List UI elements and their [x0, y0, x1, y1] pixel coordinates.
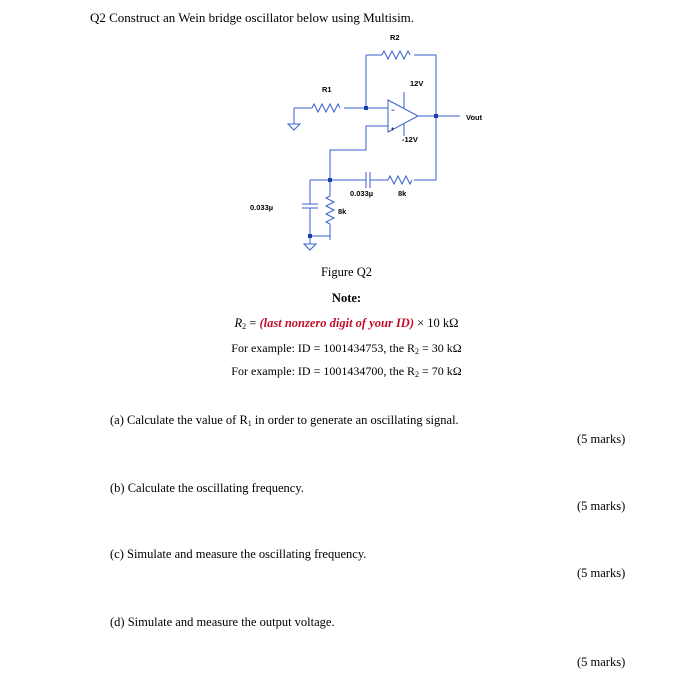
formula-eq: = — [246, 316, 260, 330]
part-d: (d) Simulate and measure the output voltage. — [110, 615, 335, 629]
shunt-resistor — [326, 196, 334, 236]
ground-symbol — [288, 124, 300, 130]
wire — [414, 116, 436, 180]
formula-highlight: (last nonzero digit of your ID) — [259, 316, 414, 330]
series-capacitor — [366, 172, 370, 188]
vout-label: Vout — [466, 113, 483, 122]
question-title: Q2 Construct an Wein bridge oscillator below using Multisim. — [90, 10, 415, 25]
r1-label: R1 — [322, 85, 332, 94]
note-label: Note: — [331, 291, 362, 305]
neg-supply-label: -12V — [402, 135, 418, 144]
wien-bridge-schematic — [0, 0, 693, 260]
pos-supply-label: 12V — [410, 79, 424, 88]
shunt-res-label: 8k — [338, 207, 347, 216]
part-a: (a) Calculate the value of $R_1$ in order to generate an oscillating signal. — [110, 413, 459, 428]
junction-dot — [364, 106, 368, 110]
series-res-label: 8k — [398, 189, 407, 198]
example-1: For example: ID = 1001434753, the $R_2 = 30$ kΩ — [231, 341, 462, 356]
r2-label: R2 — [390, 33, 400, 42]
ground-symbol-2 — [304, 244, 316, 250]
shunt-capacitor — [302, 204, 318, 208]
junction-dot — [308, 234, 312, 238]
series-resistor — [388, 176, 412, 184]
r2-resistor — [382, 51, 410, 59]
figure-caption: Figure Q2 — [320, 265, 373, 279]
opamp-plus: + — [391, 127, 395, 133]
marks-c: (5 marks) — [577, 566, 626, 580]
junction-dot — [434, 114, 438, 118]
r1-resistor — [312, 104, 340, 112]
formula — [0, 316, 693, 331]
part-c: (c) Simulate and measure the oscillating frequency. — [110, 547, 367, 561]
series-cap-label: 0.033µ — [350, 189, 374, 198]
wire — [330, 126, 388, 180]
opamp-minus: − — [391, 108, 395, 114]
junction-dot — [328, 178, 332, 182]
marks-d: (5 marks) — [577, 655, 626, 669]
part-b: (b) Calculate the oscillating frequency. — [110, 481, 304, 495]
example-2: For example: ID = 1001434700, the $R_2 = 70$ kΩ — [231, 364, 462, 379]
formula-lhs-sub: 2 — [242, 322, 247, 331]
shunt-cap-label: 0.033µ — [250, 203, 274, 212]
marks-a: (5 marks) — [577, 432, 626, 446]
marks-b: (5 marks) — [577, 499, 626, 513]
formula-lhs: R — [234, 316, 243, 330]
formula-rhs: × 10 kΩ — [414, 316, 459, 330]
